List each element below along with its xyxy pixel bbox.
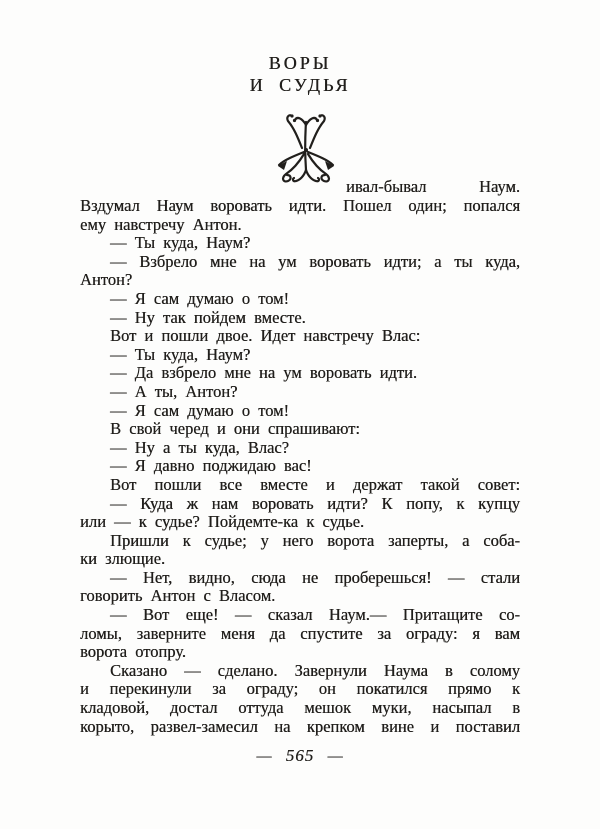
text-line: В свой черед и они спрашивают:	[110, 419, 360, 439]
page-number: — 565 —	[256, 746, 344, 765]
text-line: Сказано — сделано. Завернули Наума в солому	[110, 660, 520, 680]
text-line: и перекинули за ограду; он покатился прямо к	[80, 679, 520, 699]
text-line: ломы, заверните меня да спустите за ограду: я вам	[80, 623, 520, 643]
opening-paragraph	[80, 108, 520, 197]
story-title-line2: И СУДЬЯ	[249, 75, 351, 95]
text-line: — Куда ж нам воровать идти? К попу, к купцу	[110, 493, 520, 513]
text-line: — Вот еще! — сказал Наум.— Притащите со-	[110, 605, 520, 625]
text-line: ворота отопру.	[80, 642, 186, 662]
text-line: — Нет, видно, сюда не проберешься! — стали	[110, 567, 520, 587]
opening-line-right: Наум.	[478, 177, 520, 197]
opening-line	[346, 178, 520, 197]
text-line: кладовой, достал оттуда мешок муки, насыпал в	[80, 698, 520, 718]
drop-cap-ornament-zhe-icon	[270, 108, 342, 184]
story-title	[0, 52, 600, 96]
text-line: — Я сам думаю о том!	[110, 288, 289, 308]
text-line: — Ты куда, Наум?	[110, 233, 251, 253]
text-line: говорить Антон с Власом.	[80, 586, 276, 606]
text-line: — Ты куда, Наум?	[110, 344, 251, 364]
text-line: или — к судье? Пойдемте-ка к судье.	[80, 512, 365, 532]
text-line: — А ты, Антон?	[110, 381, 238, 401]
text-line: ему навстречу Антон.	[80, 214, 242, 234]
text-line: Антон?	[80, 270, 133, 290]
text-line: — Ну а ты куда, Влас?	[110, 437, 289, 457]
story-title-line1: ВОРЫ	[268, 53, 332, 73]
text-line: — Ну так пойдем вместе.	[110, 307, 306, 327]
text-line: Вот и пошли двое. Идет навстречу Влас:	[110, 326, 421, 346]
text-line: — Взбрело мне на ум воровать идти; а ты куда,	[110, 251, 520, 271]
text-line: — Я сам думаю о том!	[110, 400, 289, 420]
text-line: Вздумал Наум воровать идти. Пошел один; попался	[80, 196, 520, 215]
text-line: — Да взбрело мне на ум воровать идти.	[110, 363, 417, 383]
text-line: — Я давно поджидаю вас!	[110, 456, 312, 476]
text-line: Пришли к судье; у него ворота заперты, а соба-	[110, 530, 520, 550]
text-line: Вот пошли все вместе и держат такой совет:	[110, 474, 520, 494]
text-line: ки злющие.	[80, 549, 166, 569]
body-lines	[80, 197, 520, 736]
opening-line-left: ивал-бывал	[346, 177, 427, 197]
text-column	[80, 108, 520, 736]
text-line: корыто, развел-замесил на крепком вине и поставил	[80, 716, 520, 736]
